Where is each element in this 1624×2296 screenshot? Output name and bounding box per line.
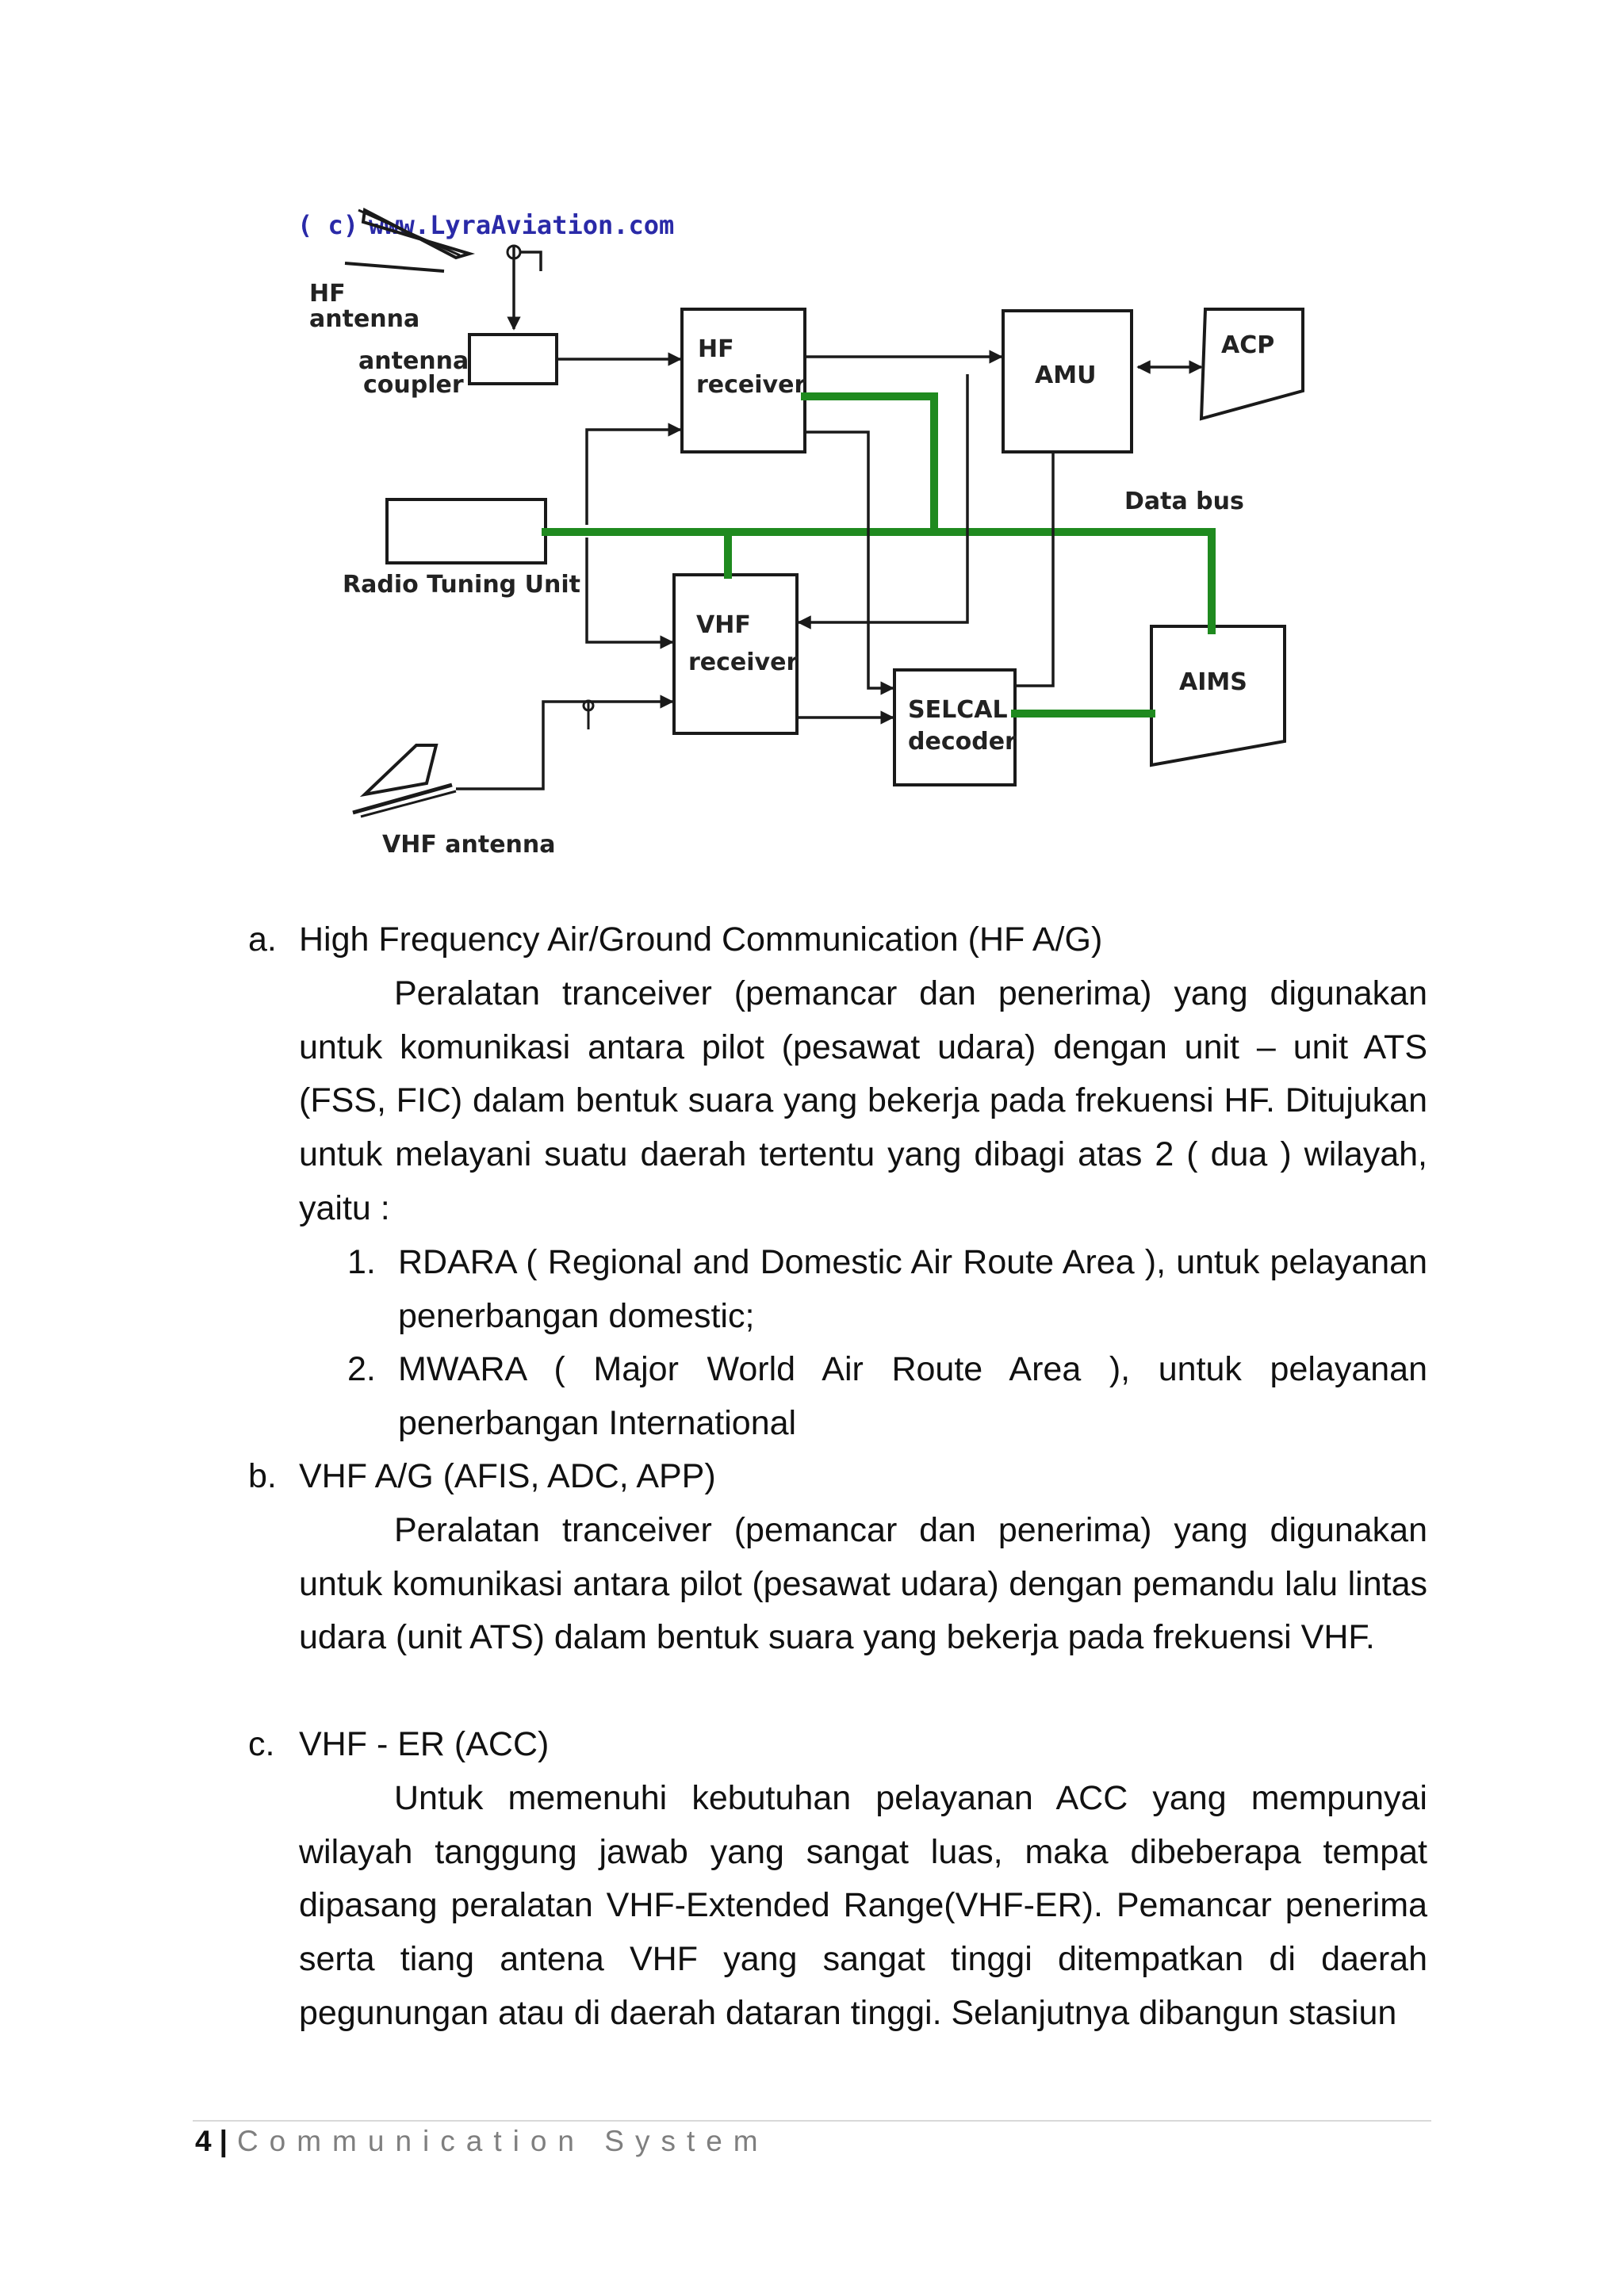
section-c-title: VHF - ER (ACC) [299,1725,550,1763]
selcal-label-1: SELCAL [908,696,1008,724]
hf-antenna-label-2: antenna [309,305,420,333]
vhf-antenna-label: VHF antenna [382,831,556,859]
radio-tuning-unit-block [387,499,546,563]
section-a-heading [248,913,1438,967]
list-item [347,1343,1427,1450]
watermark-text: www.LyraAviation.com [369,210,675,240]
antenna-coupler-block [469,335,557,384]
section-b-heading [248,1450,1438,1504]
section-b-marker: b. [248,1457,277,1495]
footer-divider [193,2120,1431,2122]
hf-vhf-block-diagram [285,198,1348,872]
footer-title: Communication System [236,2125,769,2157]
list-item-text: MWARA ( Major World Air Route Area ), untuk pelayanan penerbangan International [398,1350,1427,1442]
antenna-coupler-label-2: coupler [363,371,464,399]
antenna-coupler-label-1: antenna [358,347,469,375]
list-item [347,1236,1427,1343]
acp-block [1201,309,1303,419]
data-bus-label: Data bus [1124,488,1244,515]
page-footer [195,2125,769,2158]
section-b-title: VHF A/G (AFIS, ADC, APP) [299,1457,716,1495]
section-a-title: High Frequency Air/Ground Communication (HF A/G) [299,920,1103,959]
list-item-number: 1. [347,1243,376,1281]
watermark-prefix: ( c) [297,210,359,240]
vhf-receiver-label-1: VHF [696,611,751,639]
section-c-heading [248,1718,1438,1772]
hf-antenna-mast [508,246,541,329]
acp-label: ACP [1221,331,1275,359]
hf-receiver-label-2: receiver [696,371,806,399]
radio-tuning-unit-label: Radio Tuning Unit [343,571,580,599]
amu-label: AMU [1035,362,1097,389]
section-b-paragraph: Peralatan tranceiver (pemancar dan penerima) yang digunakan untuk komunikasi antara pilot (pesawat udara) dengan pemandu lalu lintas udara (unit ATS) dalam bentuk suara yang bekerja pada frekuensi VHF. [299,1511,1427,1657]
vhf-receiver-label-2: receiver [688,649,799,676]
section-a-marker: a. [248,920,277,959]
vhf-antenna-icon [353,701,672,817]
section-a-paragraph: Peralatan tranceiver (pemancar dan penerima) yang digunakan untuk komunikasi antara pilot (pesawat udara) dengan unit – unit ATS (FSS, FIC) dalam bentuk suara yang bekerja pada frekuensi HF. Ditujukan untuk melayani suatu daerah tertentu yang dibagi atas 2 ( dua ) wilayah, yaitu : [299,974,1427,1227]
hf-antenna-label-1: HF [309,280,346,308]
page-number: 4 [195,2125,212,2157]
section-c-paragraph: Untuk memenuhi kebutuhan pelayanan ACC yang mempunyai wilayah tanggung jawab yang sangat luas, maka dibeberapa tempat dipasang peralatan VHF-Extended Range(VHF-ER). Pemancar penerima serta tiang antena VHF yang sangat tinggi ditempatkan di daerah pegunungan atau di daerah dataran tinggi. Selanjutnya dibangun stasiun [299,1779,1427,2032]
aims-label: AIMS [1179,668,1247,696]
list-item-text: RDARA ( Regional and Domestic Air Route Area ), untuk pelayanan penerbangan domestic; [398,1243,1427,1335]
list-item-number: 2. [347,1350,376,1388]
footer-separator: | [219,2125,228,2157]
section-c-marker: c. [248,1725,275,1763]
selcal-label-2: decoder [908,728,1017,756]
hf-receiver-label-1: HF [698,335,734,363]
